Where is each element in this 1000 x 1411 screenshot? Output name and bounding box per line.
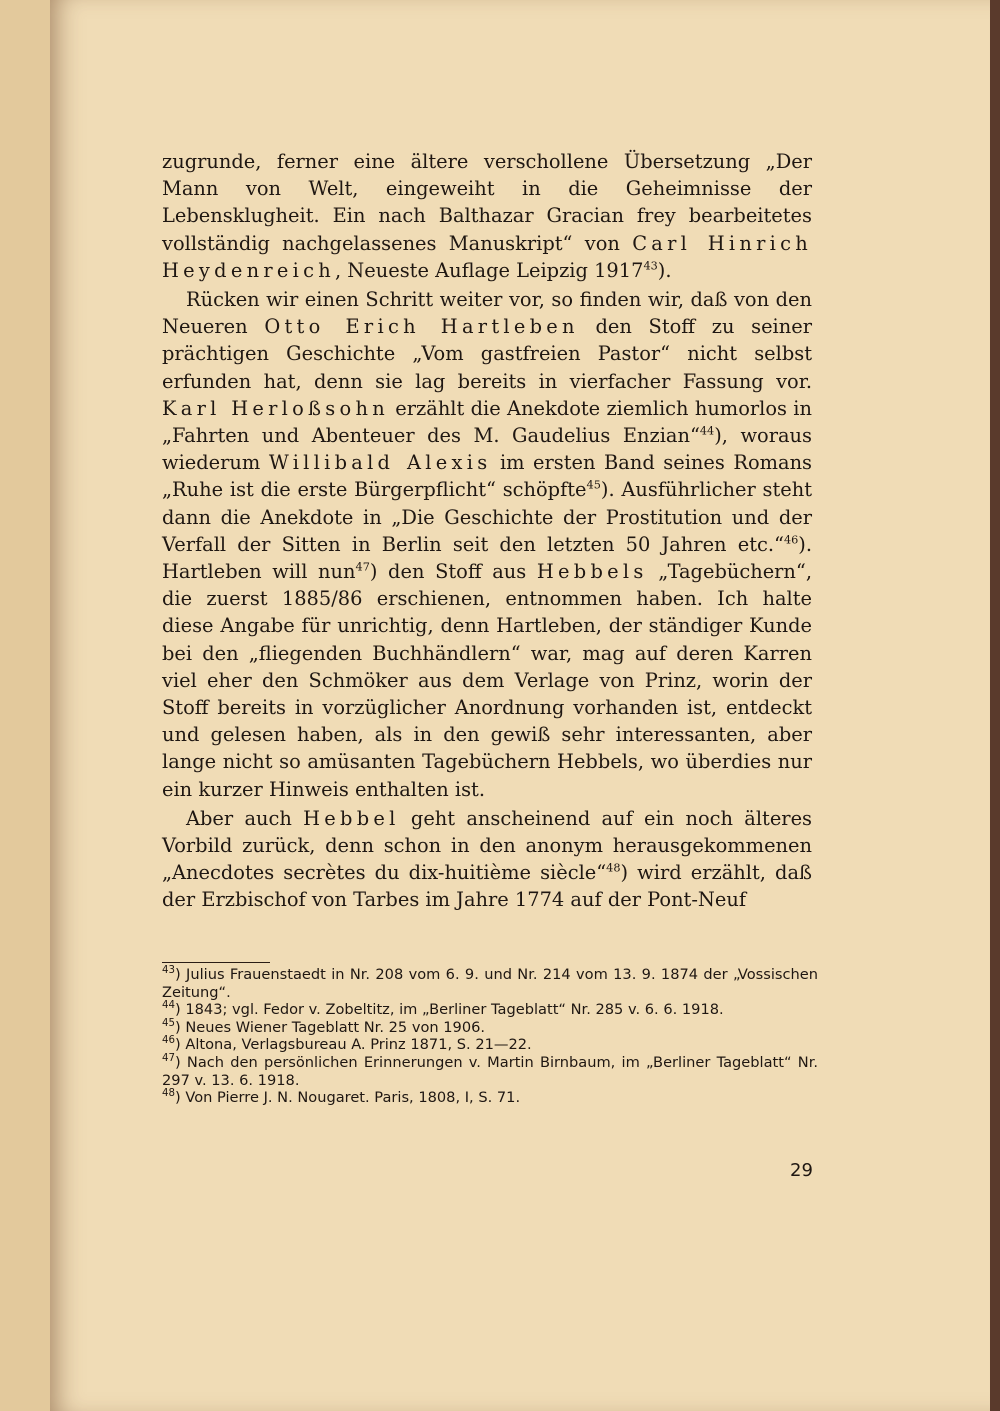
footnote-text: ) 1843; vgl. Fedor v. Zobeltitz, im „Berliner Tageblatt“ Nr. 285 v. 6. 6. 1918. [175, 1001, 724, 1019]
footnote-47 [162, 1054, 818, 1089]
footnote-ref: 48 [606, 861, 621, 875]
footnote-number: 45 [162, 1017, 176, 1029]
text-run: den Stoff zu seiner prächtigen Geschichte „Vom gastfreien Pastor“ nicht selbst erfunden hat, denn sie lag bereits in vierfacher Fassung vor. [162, 315, 812, 393]
text-run: ) den Stoff aus [369, 560, 537, 584]
text-run: „Tagebüchern“, die zuerst 1885/86 erschienen, entnommen haben. Ich halte diese Angabe für unrichtig, denn Hartleben, der ständiger Kunde bei den „fliegenden Buchhändlern“ war, mag auf deren Karren viel eher den Schmöker aus dem Verlage von Prinz, worin der Stoff bereits in vorzüglicher Anordnung vorhanden ist, entdeckt und gelesen haben, als in den gewiß sehr interessanten, aber lange nicht so amüsanten Tagebüchern Hebbels, wo überdies nur ein kurzer Hinweis enthalten ist. [162, 560, 812, 801]
footnotes [162, 966, 818, 1107]
spaced-name: Hebbels [536, 560, 648, 584]
footnote-text: ) Neues Wiener Tageblatt Nr. 25 von 1906. [175, 1018, 486, 1036]
text-run: ) wird erzählt, daß der Erzbischof von Tarbes im Jahre 1774 auf der Pont-Neuf [162, 861, 812, 912]
paragraph-1 [162, 148, 812, 284]
text-run: geht anscheinend auf ein noch älteres Vorbild zurück, denn schon in den anonym herausgekommenen „Anecdotes secrètes du dix-huitième siècle“ [162, 806, 812, 885]
spaced-name: Hebbel [303, 806, 400, 830]
footnote-number: 46 [162, 1035, 176, 1047]
footnote-45 [162, 1019, 818, 1037]
footnote-text: ) Von Pierre J. N. Nougaret. Paris, 1808, I, S. 71. [175, 1089, 521, 1107]
footnote-number: 44 [162, 1000, 176, 1012]
footnote-number: 43 [162, 965, 176, 977]
spaced-name: Karl Herloßsohn [162, 396, 389, 420]
text-run: Aber auch [186, 806, 304, 830]
footnote-number: 47 [162, 1053, 176, 1065]
text-run: Rücken wir einen Schritt weiter vor, so finden wir, daß von den Neueren [162, 288, 812, 339]
paragraph-2 [162, 286, 812, 803]
footnote-ref: 47 [355, 560, 370, 574]
footnote-43 [162, 966, 818, 1001]
text-run: erzählt die Anekdote ziemlich humorlos in „Fahrten und Abenteuer des M. Gaudelius Enzian“ [162, 396, 812, 448]
text-run: ), woraus wiederum [162, 424, 812, 475]
text-run: im ersten Band seines Romans „Ruhe ist die erste Bürgerpflicht“ schöpfte [162, 451, 813, 502]
body-text [162, 148, 812, 914]
footnote-text: ) Julius Frauenstaedt in Nr. 208 vom 6. 9. und Nr. 214 vom 13. 9. 1874 der „Vossischen Zeitung“. [162, 966, 818, 1001]
text-run: ). [657, 258, 672, 282]
paragraph-3 [162, 805, 812, 914]
text-run: , Neueste Auflage Leipzig 1917 [334, 258, 644, 282]
spaced-name: Carl Hinrich Heydenreich [162, 231, 812, 282]
spaced-name: Willibald Alexis [268, 451, 492, 475]
footnote-divider [162, 962, 270, 963]
footnote-44 [162, 1001, 818, 1019]
footnote-text: ) Nach den persönlichen Erinnerungen v. Martin Birnbaum, im „Berliner Tageblatt“ Nr. 297 v. 13. 6. 1918. [162, 1053, 818, 1089]
text-run: zugrunde, ferner eine ältere verschollene Übersetzung „Der Mann von Welt, eingeweiht in die Geheimnisse der Lebensklugheit. Ein nach Balthazar Gracian frey bearbeitetes vollständig nachgelassenes Manuskript“ von [162, 150, 812, 255]
footnote-48 [162, 1089, 818, 1107]
footnote-ref: 46 [783, 533, 799, 547]
previous-page-edge [0, 0, 54, 1411]
footnote-text: ) Altona, Verlagsbureau A. Prinz 1871, S. 21—22. [175, 1036, 532, 1054]
text-run: ). Ausführlicher steht dann die Anekdote in „Die Geschichte der Prostitution und der Verfall der Sitten in Berlin seit den letzten 50 Jahren etc.“ [162, 478, 813, 556]
footnote-ref: 43 [643, 259, 658, 273]
text-run: ). Hartleben will nun [162, 532, 812, 584]
footnote-ref: 45 [586, 478, 601, 492]
footnote-46 [162, 1036, 818, 1054]
spaced-name: Otto Erich Hartleben [264, 315, 579, 339]
page-number: 29 [790, 1160, 813, 1181]
footnote-number: 48 [162, 1088, 176, 1100]
footnote-ref: 44 [699, 424, 715, 438]
